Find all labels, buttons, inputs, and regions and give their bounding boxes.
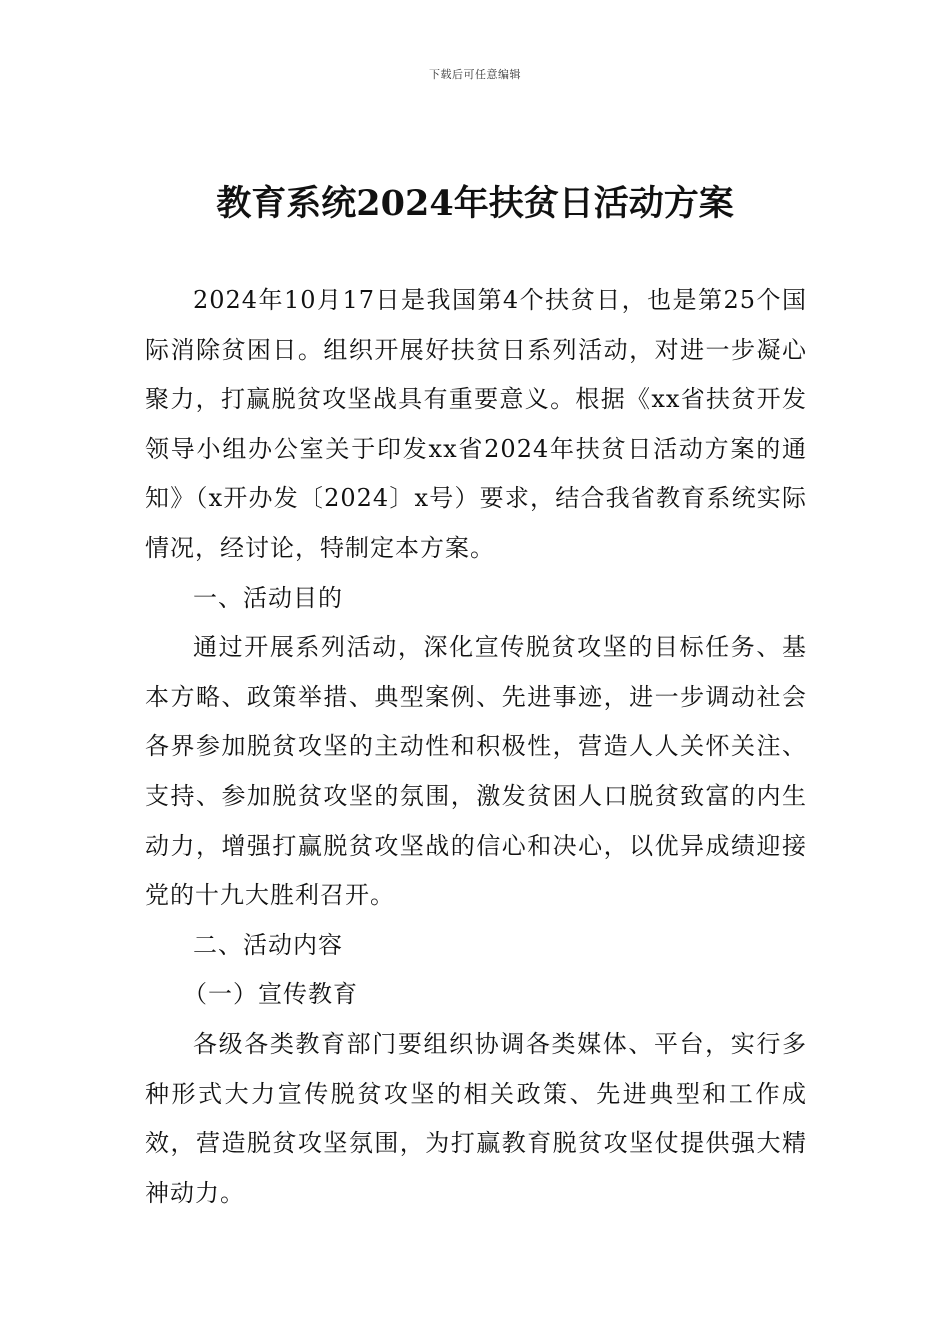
purpose-paragraph: 通过开展系列活动，深化宣传脱贫攻坚的目标任务、基本方略、政策举措、典型案例、先进事迹，进一步调动社会各界参加脱贫攻坚的主动性和积极性，营造人人关怀关注、支持、参加脱贫攻坚的氛围，激发贫困人口脱贫致富的内生动力，增强打赢脱贫攻坚战的信心和决心，以优异成绩迎接党的十九大胜利召开。 <box>145 633 807 910</box>
intro-paragraph: 2024年10月17日是我国第4个扶贫日，也是第25个国际消除贫困日。组织开展好扶贫日系列活动，对进一步凝心聚力，打赢脱贫攻坚战具有重要意义。根据《xx省扶贫开发领导小组办公室关于印发xx省2024年扶贫日活动方案的通知》（x开办发〔2024〕x号）要求，结合我省教育系统实际情况，经讨论，特制定本方案。 <box>145 286 807 562</box>
publicity-paragraph: 各级各类教育部门要组织协调各类媒体、平台，实行多种形式大力宣传脱贫攻坚的相关政策、先进典型和工作成效，营造脱贫攻坚氛围，为打赢教育脱贫攻坚仗提供强大精神动力。 <box>145 1029 807 1207</box>
section-heading-purpose: 一、活动目的 <box>193 583 343 612</box>
document-title: 教育系统2024年扶贫日活动方案 <box>216 183 734 224</box>
header-note: 下载后可任意编辑 <box>429 68 521 81</box>
subsection-heading-publicity: （一）宣传教育 <box>183 980 358 1009</box>
document-body <box>145 276 807 1218</box>
section-heading-content: 二、活动内容 <box>193 930 343 959</box>
